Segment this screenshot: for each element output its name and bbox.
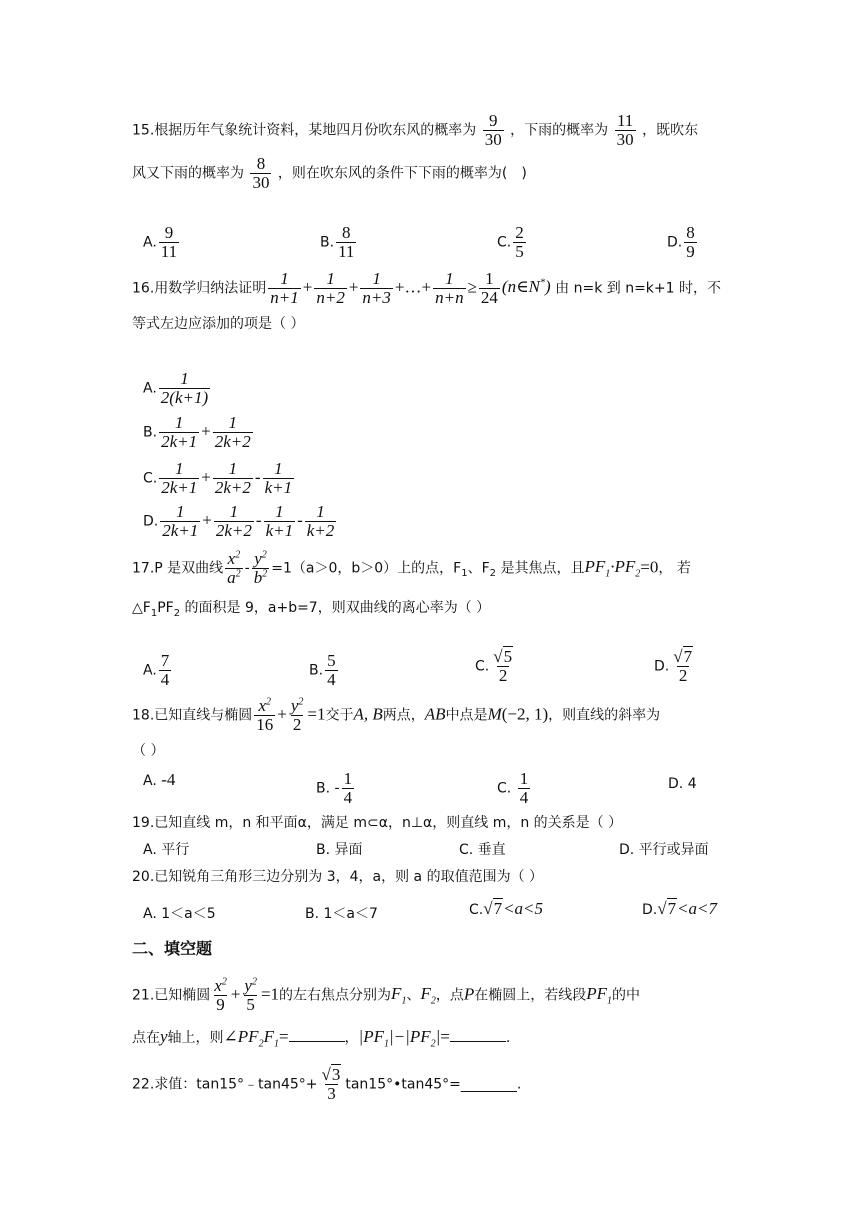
q15-fraction-both: $\frac{8}{30}$	[252, 154, 270, 192]
q18-line1: 18.已知直线与椭圆 $\frac{x^2}{16}$ + $\frac{y^2}{2}$ =1交于A, B两点，AB中点是M(−2, 1)，则直线的斜率为	[132, 696, 661, 734]
q15-option-d: D. $\frac{8}{9}$	[667, 223, 695, 261]
q18-option-d: D. 4	[668, 776, 697, 792]
q15-fraction-rain: $\frac{11}{30}$	[616, 111, 634, 149]
q17-line1: 17.P 是双曲线 $\frac{x^2}{a^2}$ - $\frac{y^2}{b^2}$ =1（a＞0，b＞0）上的点，$F_1$、$F_2$ 是其焦点，且$PF_1\cdot PF_2=0$， 若	[132, 549, 691, 587]
q16-option-b: B. $\frac{1}{2k+1}$ + $\frac{1}{2k+2}$	[143, 413, 251, 451]
q17-option-d: D. $\frac{√7}{2}$	[654, 647, 693, 685]
q15-option-b: B. $\frac{8}{11}$	[320, 223, 355, 261]
q17-option-a: A. $\frac{7}{4}$	[143, 651, 170, 689]
q16-option-a: A. $\frac{1}{2(k+1)}$	[143, 369, 209, 407]
q19-option-a: A. 平行	[143, 842, 190, 858]
q16-line1: 16.用数学归纳法证明 $\frac{1}{n+1}$ + $\frac{1}{n+2}$ + $\frac{1}{n+3}$ +…+ $\frac{1}{n+n}$ ≥ $\frac{1}{24}$ (n∈N*) 由 n=k 到 n=k+1 时，不	[132, 269, 722, 307]
section-fill-in-blanks-title: 二、填空题	[132, 939, 213, 958]
q15-option-c: C. $\frac{2}{5}$	[497, 223, 524, 261]
q21-blank-2[interactable]	[450, 1029, 506, 1042]
q21-blank-1[interactable]	[289, 1029, 345, 1042]
q20-stem: 20.已知锐角三角形三边分别为 3，4，a，则 a 的取值范围为（ ）	[132, 869, 544, 885]
q19-option-d: D. 平行或异面	[619, 842, 709, 858]
q16-line2: 等式左边应添加的项是（ ）	[132, 316, 305, 332]
q19-stem: 19.已知直线 m，n 和平面α，满足 m⊂α，n⊥α，则直线 m，n 的关系是（ ）	[132, 815, 623, 831]
q15-line2: 风又下雨的概率为 $\frac{8}{30}$ ，则在吹东风的条件下下雨的概率为( )	[132, 154, 527, 192]
q17-line2: $\triangle F_1PF_2$ 的面积是 9，a+b=7，则双曲线的离心率为（ ）	[132, 600, 491, 619]
q15-line1: 15.根据历年气象统计资料，某地四月份吹东风的概率为 $\frac{9}{30}$ ，下雨的概率为 $\frac{11}{30}$ ，既吹东	[132, 111, 699, 149]
q21-line2: 点在y轴上，则$\angle PF_2F_1=$ ，$|PF_1|-|PF_2|=$ .	[132, 1027, 511, 1050]
q19-option-b: B. 异面	[316, 842, 363, 858]
q20-option-b: B. 1＜a＜7	[305, 906, 378, 922]
q20-option-c: C.√7<a<5	[469, 899, 544, 918]
q16-option-d: D. $\frac{1}{2k+1}$ + $\frac{1}{2k+2}$ - $\frac{1}{k+1}$ - $\frac{1}{k+2}$	[143, 502, 335, 540]
q22-line: 22.求值：tan15°﹣tan45°+ $\frac{√3}{3}$ tan15°•tan45°=________.	[132, 1065, 522, 1103]
q19-option-c: C. 垂直	[459, 842, 506, 858]
q18-option-a: A. -4	[143, 770, 176, 789]
q15-option-a: A. $\frac{9}{11}$	[143, 223, 178, 261]
q20-option-a: A. 1＜a＜5	[143, 906, 216, 922]
q20-option-d: D.√7<a<7	[642, 899, 718, 918]
q18-option-c: C. $\frac{1}{4}$	[497, 769, 529, 807]
q17-option-b: B. $\frac{5}{4}$	[309, 651, 336, 689]
q15-fraction-east-wind: $\frac{9}{30}$	[484, 111, 502, 149]
q16-option-c: C. $\frac{1}{2k+1}$ + $\frac{1}{2k+2}$ - $\frac{1}{k+1}$	[143, 459, 293, 497]
q17-option-c: C. $\frac{√5}{2}$	[475, 647, 513, 685]
q18-option-b: B. - $\frac{1}{4}$	[316, 769, 353, 807]
q21-line1: 21.已知椭圆 $\frac{x^2}{9}$ + $\frac{y^2}{5}$ =1的左右焦点分别为$F_1$、$F_2$，点P在椭圆上，若线段$PF_1$的中	[132, 976, 640, 1014]
q18-line2: （ ）	[132, 743, 165, 759]
